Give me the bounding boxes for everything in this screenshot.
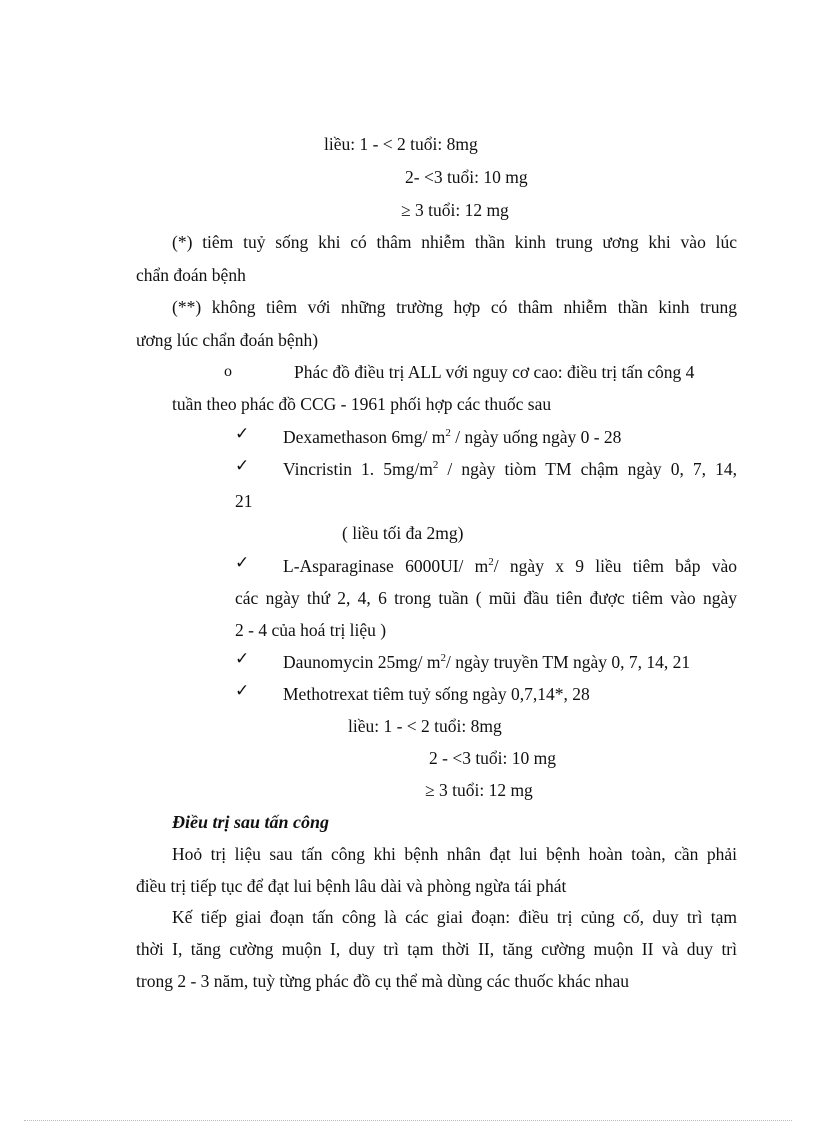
section-heading: Điều trị sau tấn công [172,812,330,832]
protocol-line-1: Phác đồ điều trị ALL với nguy cơ cao: điều trị tấn công 4 [294,362,695,382]
protocol-line-2: tuần theo phác đồ CCG - 1961 phối hợp các thuốc sau [172,394,552,414]
drug-daunomycin: Daunomycin 25mg/ $m^2/$ ngày truyền TM ngày 0, 7, 14, 21 [283,652,691,672]
dose-line-age-3-plus: ≥ 3 tuổi: 12 mg [401,200,509,220]
page-bottom-rule [24,1120,792,1121]
drug-dexamethason: Dexamethason 6mg/ $m^2$ / ngày uống ngày 0 - 28 [283,427,622,447]
paragraph-1-line-2: điều trị tiếp tục để đạt lui bệnh lâu dài và phòng ngừa tái phát [136,876,567,896]
note-star-line-2: chẩn đoán bệnh [136,265,246,285]
dose-line-age-1-2: liều: 1 - < 2 tuổi: 8mg [324,134,478,154]
checkmark-icon: ✓ [235,553,250,572]
dose2-line-age-1-2: liều: 1 - < 2 tuổi: 8mg [348,716,502,736]
note-doublestar-line-1: (**) không tiêm với những trường hợp có thâm nhiễm thần kinh trung [172,297,737,317]
drug-l-asparaginase-line-3: 2 - 4 của hoá trị liệu ) [235,620,387,640]
drug-vincristin-max-dose: ( liều tối đa 2mg) [342,523,464,543]
checkmark-icon: ✓ [235,424,250,443]
checkmark-icon: ✓ [235,649,250,668]
paragraph-2-line-2: thời I, tăng cường muộn I, duy trì tạm thời II, tăng cường muộn II và duy trì [136,939,737,959]
note-doublestar-line-2: ương lúc chẩn đoán bệnh) [136,330,319,350]
dose2-line-age-2-3: 2 - <3 tuổi: 10 mg [429,748,557,768]
note-star-line-1: (*) tiêm tuỷ sống khi có thâm nhiễm thần kinh trung ương khi vào lúc [172,232,737,252]
drug-vincristin: Vincristin 1. $5mg/m^2$ / ngày tiòm TM chậm ngày 0, 7, 14, [283,459,737,479]
checkmark-icon: ✓ [235,681,250,700]
checkmark-icon: ✓ [235,456,250,475]
dose2-line-age-3-plus: ≥ 3 tuổi: 12 mg [425,780,533,800]
paragraph-1-line-1: Hoỏ trị liệu sau tấn công khi bệnh nhân đạt lui bệnh hoàn toàn, cần phải [172,844,737,864]
bullet-circle-icon: o [224,363,232,380]
dose-line-age-2-3: 2- <3 tuổi: 10 mg [405,167,528,187]
drug-vincristin-line-2: 21 [235,491,253,511]
paragraph-2-line-3: trong 2 - 3 năm, tuỳ từng phác đồ cụ thể mà dùng các thuốc khác nhau [136,971,630,991]
drug-l-asparaginase-line-2: các ngày thứ 2, 4, 6 trong tuần ( mũi đầu tiên được tiêm vào ngày [235,588,737,608]
paragraph-2-line-1: Kế tiếp giai đoạn tấn công là các giai đoạn: điều trị củng cố, duy trì tạm [172,907,737,927]
drug-methotrexat: Methotrexat tiêm tuỷ sống ngày 0,7,14*, 28 [283,684,590,704]
drug-l-asparaginase: L-Asparaginase 6000UI/ $m^2/$ ngày x 9 liều tiêm bắp vào [283,556,737,576]
